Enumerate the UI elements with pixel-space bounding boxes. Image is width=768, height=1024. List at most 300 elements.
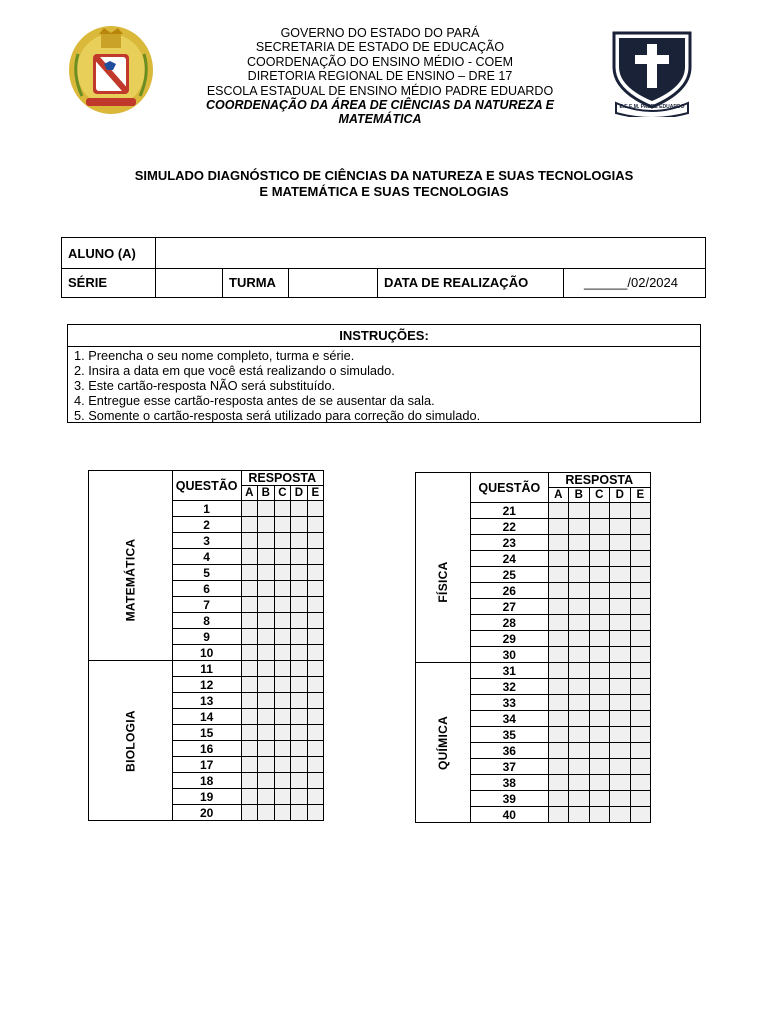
question-number: 35: [471, 727, 548, 743]
question-number: 25: [471, 567, 548, 583]
answer-bubble-d[interactable]: [610, 695, 631, 711]
question-number: 13: [172, 693, 241, 709]
letter-header: B: [258, 486, 275, 501]
answer-bubble-c[interactable]: [589, 791, 610, 807]
answer-bubble-a[interactable]: [548, 727, 569, 743]
answer-bubble-a[interactable]: [241, 677, 258, 693]
subject-label-cell: [416, 503, 471, 663]
answer-bubble-e[interactable]: [307, 693, 323, 709]
answer-bubble-c[interactable]: [589, 567, 610, 583]
aluno-field[interactable]: [156, 238, 705, 268]
school-shield-logo: [610, 27, 694, 117]
answer-bubble-e[interactable]: [630, 583, 650, 599]
answer-bubble-b[interactable]: [258, 549, 275, 565]
answer-bubble-d[interactable]: [610, 631, 631, 647]
instruction-item: 2. Insira a data em que você está realizando o simulado.: [74, 363, 395, 378]
aluno-label: ALUNO (A): [68, 245, 136, 261]
answer-bubble-c[interactable]: [589, 551, 610, 567]
answer-bubble-e[interactable]: [630, 519, 650, 535]
answer-bubble-e[interactable]: [630, 695, 650, 711]
answer-bubble-a[interactable]: [241, 805, 258, 821]
answer-bubble-c[interactable]: [274, 789, 291, 805]
instruction-item: 1. Preencha o seu nome completo, turma e série.: [74, 348, 355, 363]
answer-bubble-e[interactable]: [307, 629, 323, 645]
answer-bubble-d[interactable]: [610, 535, 631, 551]
answer-bubble-c[interactable]: [274, 501, 291, 517]
answer-bubble-a[interactable]: [548, 583, 569, 599]
answer-bubble-e[interactable]: [630, 679, 650, 695]
answer-bubble-b[interactable]: [258, 645, 275, 661]
answer-bubble-b[interactable]: [258, 709, 275, 725]
answer-bubble-d[interactable]: [610, 759, 631, 775]
answer-bubble-b[interactable]: [258, 789, 275, 805]
answer-bubble-b[interactable]: [569, 647, 590, 663]
answer-bubble-a[interactable]: [548, 775, 569, 791]
answer-bubble-a[interactable]: [548, 663, 569, 679]
answer-bubble-b[interactable]: [569, 503, 590, 519]
answer-bubble-d[interactable]: [610, 663, 631, 679]
answer-bubble-b[interactable]: [569, 519, 590, 535]
answer-bubble-c[interactable]: [589, 743, 610, 759]
letter-header: B: [569, 488, 590, 503]
subject-label: BIOLOGIA: [123, 709, 138, 772]
answer-bubble-a[interactable]: [548, 791, 569, 807]
question-number: 11: [172, 661, 241, 677]
letter-header: A: [241, 486, 258, 501]
answer-bubble-b[interactable]: [569, 631, 590, 647]
answer-bubble-d[interactable]: [610, 567, 631, 583]
answer-bubble-a[interactable]: [241, 773, 258, 789]
answer-bubble-a[interactable]: [241, 533, 258, 549]
answer-bubble-d[interactable]: [610, 775, 631, 791]
question-number: 38: [471, 775, 548, 791]
answer-bubble-b[interactable]: [569, 711, 590, 727]
answer-bubble-b[interactable]: [569, 775, 590, 791]
answer-bubble-c[interactable]: [589, 535, 610, 551]
question-number: 4: [172, 549, 241, 565]
answer-sheet-right: [415, 472, 651, 823]
answer-bubble-e[interactable]: [307, 581, 323, 597]
instructions-list: [68, 347, 700, 423]
question-number: 2: [172, 517, 241, 533]
title-line-1: SIMULADO DIAGNÓSTICO DE CIÊNCIAS DA NATUREZA E SUAS TECNOLOGIAS: [134, 168, 634, 183]
answer-bubble-d[interactable]: [291, 661, 308, 677]
answer-bubble-a[interactable]: [548, 695, 569, 711]
answer-bubble-a[interactable]: [241, 709, 258, 725]
question-number: 18: [172, 773, 241, 789]
question-number: 33: [471, 695, 548, 711]
answer-bubble-b[interactable]: [258, 501, 275, 517]
answer-bubble-e[interactable]: [630, 791, 650, 807]
answer-bubble-b[interactable]: [258, 725, 275, 741]
answer-bubble-d[interactable]: [610, 519, 631, 535]
subject-label-cell: [89, 501, 173, 661]
answer-bubble-d[interactable]: [291, 581, 308, 597]
header-line: DIRETORIA REGIONAL DE ENSINO – DRE 17: [247, 69, 513, 84]
answer-bubble-e[interactable]: [630, 647, 650, 663]
answer-bubble-c[interactable]: [274, 645, 291, 661]
answer-bubble-e[interactable]: [630, 551, 650, 567]
answer-bubble-d[interactable]: [291, 629, 308, 645]
answer-bubble-c[interactable]: [589, 647, 610, 663]
answer-bubble-a[interactable]: [548, 615, 569, 631]
answer-bubble-d[interactable]: [291, 725, 308, 741]
answer-bubble-c[interactable]: [589, 599, 610, 615]
answer-bubble-b[interactable]: [569, 551, 590, 567]
header-line: ESCOLA ESTADUAL DE ENSINO MÉDIO PADRE EDUARDO: [206, 83, 554, 98]
answer-bubble-d[interactable]: [610, 647, 631, 663]
answer-bubble-b[interactable]: [569, 727, 590, 743]
question-number: 20: [172, 805, 241, 821]
answer-bubble-b[interactable]: [258, 741, 275, 757]
answer-header: RESPOSTA: [548, 473, 651, 488]
answer-bubble-e[interactable]: [630, 567, 650, 583]
answer-bubble-d[interactable]: [291, 613, 308, 629]
subject-label: QUÍMICA: [436, 715, 451, 770]
answer-bubble-a[interactable]: [548, 759, 569, 775]
answer-bubble-b[interactable]: [569, 759, 590, 775]
exam-title: [60, 168, 708, 200]
answer-bubble-e[interactable]: [307, 549, 323, 565]
answer-bubble-e[interactable]: [307, 725, 323, 741]
subject-header-blank: [89, 471, 173, 501]
letter-header: D: [610, 488, 631, 503]
answer-bubble-c[interactable]: [589, 679, 610, 695]
question-number: 22: [471, 519, 548, 535]
header-line: GOVERNO DO ESTADO DO PARÁ: [280, 26, 480, 40]
question-number: 24: [471, 551, 548, 567]
letter-header: E: [307, 486, 323, 501]
question-number: 6: [172, 581, 241, 597]
answer-bubble-b[interactable]: [258, 517, 275, 533]
answer-bubble-c[interactable]: [589, 807, 610, 823]
question-number: 32: [471, 679, 548, 695]
answer-bubble-c[interactable]: [274, 709, 291, 725]
answer-bubble-b[interactable]: [258, 661, 275, 677]
answer-bubble-e[interactable]: [630, 535, 650, 551]
question-number: 31: [471, 663, 548, 679]
question-number: 21: [471, 503, 548, 519]
answer-row: [416, 503, 651, 519]
answer-bubble-c[interactable]: [274, 533, 291, 549]
letter-header: C: [589, 488, 610, 503]
answer-bubble-c[interactable]: [274, 773, 291, 789]
answer-bubble-e[interactable]: [630, 599, 650, 615]
subject-label: MATEMÁTICA: [123, 538, 138, 622]
answer-bubble-c[interactable]: [589, 519, 610, 535]
answer-bubble-c[interactable]: [589, 503, 610, 519]
answer-bubble-c[interactable]: [589, 615, 610, 631]
answer-bubble-d[interactable]: [610, 615, 631, 631]
answer-bubble-e[interactable]: [630, 663, 650, 679]
answer-bubble-d[interactable]: [291, 533, 308, 549]
question-number: 8: [172, 613, 241, 629]
answer-bubble-a[interactable]: [241, 725, 258, 741]
answer-bubble-e[interactable]: [307, 517, 323, 533]
question-number: 30: [471, 647, 548, 663]
answer-bubble-d[interactable]: [610, 583, 631, 599]
question-number: 23: [471, 535, 548, 551]
answer-bubble-e[interactable]: [307, 773, 323, 789]
answer-bubble-c[interactable]: [274, 581, 291, 597]
answer-bubble-a[interactable]: [241, 693, 258, 709]
answer-bubble-a[interactable]: [241, 789, 258, 805]
answer-bubble-b[interactable]: [569, 679, 590, 695]
answer-bubble-e[interactable]: [630, 615, 650, 631]
answer-bubble-b[interactable]: [258, 805, 275, 821]
answer-bubble-a[interactable]: [548, 647, 569, 663]
answer-bubble-a[interactable]: [548, 743, 569, 759]
question-number: 19: [172, 789, 241, 805]
instructions-title: INSTRUÇÕES:: [68, 325, 700, 347]
serie-label: SÉRIE: [68, 275, 108, 290]
title-line-2: E MATEMÁTICA E SUAS TECNOLOGIAS: [259, 184, 509, 199]
answer-bubble-b[interactable]: [258, 693, 275, 709]
question-header: QUESTÃO: [471, 473, 548, 503]
answer-bubble-d[interactable]: [291, 645, 308, 661]
answer-bubble-e[interactable]: [307, 677, 323, 693]
answer-bubble-e[interactable]: [630, 743, 650, 759]
header-line: COORDENAÇÃO DO ENSINO MÉDIO - COEM: [247, 54, 513, 69]
question-number: 40: [471, 807, 548, 823]
data-field[interactable]: ______/02/2024: [584, 275, 678, 290]
answer-bubble-e[interactable]: [307, 533, 323, 549]
answer-bubble-d[interactable]: [291, 693, 308, 709]
answer-bubble-a[interactable]: [241, 645, 258, 661]
answer-bubble-e[interactable]: [307, 757, 323, 773]
answer-bubble-a[interactable]: [548, 503, 569, 519]
answer-bubble-b[interactable]: [258, 773, 275, 789]
answer-bubble-e[interactable]: [630, 775, 650, 791]
answer-bubble-e[interactable]: [307, 789, 323, 805]
answer-bubble-a[interactable]: [241, 661, 258, 677]
answer-bubble-b[interactable]: [569, 807, 590, 823]
question-number: 17: [172, 757, 241, 773]
student-name-row: [62, 238, 705, 269]
answer-bubble-c[interactable]: [589, 759, 610, 775]
answer-bubble-d[interactable]: [291, 709, 308, 725]
question-number: 34: [471, 711, 548, 727]
answer-bubble-d[interactable]: [610, 679, 631, 695]
answer-bubble-e[interactable]: [630, 631, 650, 647]
answer-bubble-b[interactable]: [569, 583, 590, 599]
student-info-table: [61, 237, 706, 298]
answer-bubble-b[interactable]: [569, 743, 590, 759]
answer-bubble-d[interactable]: [291, 773, 308, 789]
answer-bubble-c[interactable]: [274, 565, 291, 581]
answer-bubble-a[interactable]: [241, 629, 258, 645]
answer-bubble-c[interactable]: [589, 631, 610, 647]
question-number: 27: [471, 599, 548, 615]
subject-label-cell: [416, 663, 471, 823]
answer-bubble-e[interactable]: [630, 503, 650, 519]
answer-bubble-e[interactable]: [630, 727, 650, 743]
answer-bubble-b[interactable]: [569, 791, 590, 807]
answer-bubble-e[interactable]: [307, 661, 323, 677]
answer-bubble-b[interactable]: [258, 677, 275, 693]
answer-bubble-d[interactable]: [610, 807, 631, 823]
subject-label-cell: [89, 661, 173, 821]
answer-bubble-e[interactable]: [630, 711, 650, 727]
answer-bubble-b[interactable]: [258, 629, 275, 645]
question-number: 1: [172, 501, 241, 517]
answer-bubble-d[interactable]: [610, 743, 631, 759]
answer-bubble-c[interactable]: [274, 693, 291, 709]
answer-bubble-b[interactable]: [258, 565, 275, 581]
answer-bubble-c[interactable]: [589, 711, 610, 727]
data-label: DATA DE REALIZAÇÃO: [384, 275, 529, 290]
answer-bubble-d[interactable]: [291, 549, 308, 565]
answer-bubble-e[interactable]: [307, 501, 323, 517]
subject-header-blank: [416, 473, 471, 503]
answer-bubble-b[interactable]: [258, 581, 275, 597]
answer-bubble-b[interactable]: [569, 695, 590, 711]
answer-bubble-e[interactable]: [630, 807, 650, 823]
answer-bubble-d[interactable]: [610, 727, 631, 743]
answer-bubble-a[interactable]: [548, 631, 569, 647]
question-number: 15: [172, 725, 241, 741]
answer-bubble-c[interactable]: [274, 661, 291, 677]
answer-bubble-a[interactable]: [548, 551, 569, 567]
answer-bubble-a[interactable]: [241, 581, 258, 597]
answer-bubble-d[interactable]: [291, 501, 308, 517]
answer-bubble-e[interactable]: [307, 741, 323, 757]
answer-bubble-a[interactable]: [548, 679, 569, 695]
answer-bubble-b[interactable]: [569, 535, 590, 551]
answer-bubble-e[interactable]: [307, 645, 323, 661]
instruction-item: 4. Entregue esse cartão-resposta antes de se ausentar da sala.: [74, 393, 435, 408]
answer-bubble-c[interactable]: [589, 695, 610, 711]
answer-bubble-c[interactable]: [274, 597, 291, 613]
question-number: 28: [471, 615, 548, 631]
answer-bubble-d[interactable]: [610, 551, 631, 567]
answer-bubble-b[interactable]: [258, 757, 275, 773]
state-coat-of-arms-logo: [66, 24, 156, 116]
answer-bubble-a[interactable]: [241, 613, 258, 629]
answer-bubble-c[interactable]: [274, 517, 291, 533]
question-number: 3: [172, 533, 241, 549]
answer-bubble-e[interactable]: [307, 565, 323, 581]
answer-header: RESPOSTA: [241, 471, 324, 486]
answer-bubble-a[interactable]: [241, 757, 258, 773]
answer-bubble-c[interactable]: [274, 741, 291, 757]
answer-bubble-d[interactable]: [610, 791, 631, 807]
answer-bubble-c[interactable]: [274, 677, 291, 693]
answer-bubble-a[interactable]: [241, 597, 258, 613]
answer-bubble-c[interactable]: [274, 757, 291, 773]
letter-header: C: [274, 486, 291, 501]
answer-bubble-b[interactable]: [569, 567, 590, 583]
coordination-line: COORDENAÇÃO DA ÁREA DE CIÊNCIAS DA NATUREZA E MATEMÁTICA: [206, 98, 554, 127]
answer-bubble-e[interactable]: [307, 709, 323, 725]
answer-bubble-c[interactable]: [589, 583, 610, 599]
serie-field[interactable]: [156, 268, 222, 297]
answer-bubble-b[interactable]: [569, 599, 590, 615]
answer-bubble-d[interactable]: [291, 517, 308, 533]
answer-bubble-c[interactable]: [274, 725, 291, 741]
question-header: QUESTÃO: [172, 471, 241, 501]
question-number: 37: [471, 759, 548, 775]
answer-bubble-e[interactable]: [307, 613, 323, 629]
question-number: 5: [172, 565, 241, 581]
answer-bubble-c[interactable]: [589, 663, 610, 679]
answer-bubble-d[interactable]: [291, 757, 308, 773]
question-number: 29: [471, 631, 548, 647]
answer-bubble-a[interactable]: [241, 565, 258, 581]
answer-sheet-left: [88, 470, 324, 821]
question-number: 7: [172, 597, 241, 613]
turma-label: TURMA: [229, 275, 276, 290]
answer-bubble-d[interactable]: [291, 789, 308, 805]
question-number: 39: [471, 791, 548, 807]
answer-bubble-a[interactable]: [548, 807, 569, 823]
answer-bubble-a[interactable]: [548, 567, 569, 583]
letter-header: E: [630, 488, 650, 503]
question-number: 16: [172, 741, 241, 757]
student-class-row: [62, 268, 705, 297]
letter-header: A: [548, 488, 569, 503]
answer-bubble-a[interactable]: [241, 549, 258, 565]
answer-bubble-c[interactable]: [274, 805, 291, 821]
answer-bubble-c[interactable]: [274, 613, 291, 629]
answer-bubble-b[interactable]: [569, 663, 590, 679]
answer-bubble-d[interactable]: [610, 599, 631, 615]
question-number: 12: [172, 677, 241, 693]
question-number: 10: [172, 645, 241, 661]
answer-bubble-e[interactable]: [630, 759, 650, 775]
answer-bubble-b[interactable]: [258, 533, 275, 549]
answer-row: [89, 661, 324, 677]
instructions-box: [67, 324, 701, 423]
answer-bubble-c[interactable]: [274, 629, 291, 645]
answer-bubble-d[interactable]: [610, 711, 631, 727]
turma-field[interactable]: [289, 268, 377, 297]
answer-bubble-d[interactable]: [291, 565, 308, 581]
question-number: 14: [172, 709, 241, 725]
answer-bubble-a[interactable]: [548, 711, 569, 727]
answer-bubble-a[interactable]: [241, 517, 258, 533]
answer-bubble-d[interactable]: [291, 805, 308, 821]
answer-bubble-a[interactable]: [548, 535, 569, 551]
letter-header: D: [291, 486, 308, 501]
header-institution-lines: [180, 26, 580, 127]
answer-bubble-b[interactable]: [258, 597, 275, 613]
answer-bubble-c[interactable]: [589, 727, 610, 743]
answer-bubble-a[interactable]: [241, 741, 258, 757]
answer-bubble-c[interactable]: [589, 775, 610, 791]
answer-bubble-a[interactable]: [241, 501, 258, 517]
answer-bubble-e[interactable]: [307, 597, 323, 613]
answer-bubble-d[interactable]: [291, 677, 308, 693]
instruction-item: 5. Somente o cartão-resposta será utilizado para correção do simulado.: [74, 408, 481, 423]
answer-bubble-a[interactable]: [548, 519, 569, 535]
answer-bubble-d[interactable]: [291, 597, 308, 613]
question-number: 9: [172, 629, 241, 645]
answer-bubble-b[interactable]: [569, 615, 590, 631]
header-line: SECRETARIA DE ESTADO DE EDUCAÇÃO: [255, 40, 505, 55]
answer-row: [89, 501, 324, 517]
subject-label: FÍSICA: [436, 561, 451, 603]
question-number: 36: [471, 743, 548, 759]
question-number: 26: [471, 583, 548, 599]
answer-row: [416, 663, 651, 679]
answer-bubble-d[interactable]: [291, 741, 308, 757]
answer-bubble-b[interactable]: [258, 613, 275, 629]
answer-bubble-c[interactable]: [274, 549, 291, 565]
answer-bubble-e[interactable]: [307, 805, 323, 821]
answer-bubble-a[interactable]: [548, 599, 569, 615]
answer-bubble-d[interactable]: [610, 503, 631, 519]
